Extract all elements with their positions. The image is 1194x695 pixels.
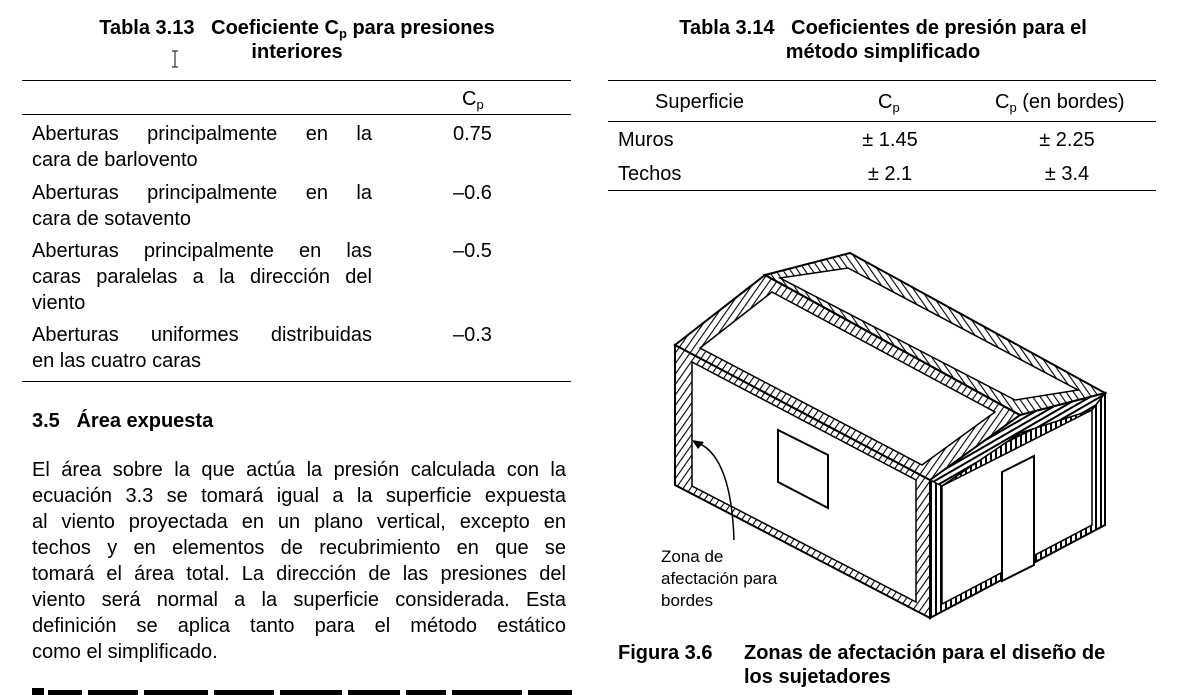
table-3-13-bottom-rule bbox=[22, 381, 571, 382]
row-cp-edges: ± 3.4 bbox=[1044, 163, 1090, 185]
section-heading: 3.5 Área expuesta bbox=[32, 410, 214, 432]
row-text-line: Aberturas uniformes distribuidas bbox=[32, 324, 372, 346]
table-3-13-title-sub: p bbox=[338, 26, 347, 41]
figure-caption-number: Figura 3.6 bbox=[618, 642, 713, 664]
row-text-line: cara de sotavento bbox=[32, 208, 191, 230]
table-3-13-title-line1 bbox=[22, 16, 572, 40]
row-surface: Techos bbox=[618, 163, 682, 185]
table-3-13-top-rule bbox=[22, 80, 571, 81]
figure-label-line: bordes bbox=[661, 591, 713, 610]
table-row bbox=[32, 180, 372, 232]
row-cp-edges: ± 2.25 bbox=[1039, 129, 1095, 151]
paragraph-line: al viento proyectada en un plano vertical, excepto en bbox=[32, 511, 566, 533]
table-3-14-top-rule bbox=[608, 80, 1156, 81]
paragraph-line: techos y en elementos de recubrimiento en que se bbox=[32, 537, 566, 559]
paragraph-line: viento será normal a la superficie considerada. Esta bbox=[32, 589, 566, 611]
table-3-14-header-rule bbox=[608, 121, 1156, 122]
paragraph-line: como el simplificado. bbox=[32, 641, 218, 663]
paragraph-line: tomará el área total. La dirección de las presiones del bbox=[32, 563, 566, 585]
table-3-14-title-line2: método simplificado bbox=[785, 41, 981, 63]
row-cp: ± 1.45 bbox=[862, 129, 918, 151]
row-value: –0.3 bbox=[453, 324, 492, 346]
table-row bbox=[32, 238, 372, 316]
header-surface: Superficie bbox=[655, 91, 744, 113]
row-text-line: viento bbox=[32, 292, 86, 314]
row-value: 0.75 bbox=[453, 123, 492, 145]
paragraph-line: El área sobre la que actúa la presión calculada con la bbox=[32, 459, 566, 481]
figure-label-line: Zona de bbox=[661, 547, 724, 566]
cp-symbol: C bbox=[995, 91, 1010, 113]
row-text-line: Aberturas principalmente en la bbox=[32, 182, 372, 204]
paragraph-line: ecuación 3.3 se tomará igual a la superficie expuesta bbox=[32, 485, 566, 507]
row-text-line: Aberturas principalmente en la bbox=[32, 123, 372, 145]
table-3-14-title bbox=[608, 16, 1158, 64]
table-row bbox=[32, 121, 372, 173]
table-3-14-bottom-rule bbox=[608, 190, 1156, 191]
cp-subscript: p bbox=[892, 100, 900, 115]
row-value: –0.5 bbox=[453, 240, 492, 262]
section-paragraph bbox=[32, 457, 566, 665]
header-cp-edges bbox=[995, 89, 1125, 115]
table-3-14-title-line1: Tabla 3.14 Coeficientes de presión para el bbox=[679, 17, 1087, 39]
header-cp bbox=[878, 89, 900, 115]
table-3-13-title bbox=[22, 16, 572, 64]
cp-symbol: C bbox=[878, 91, 893, 113]
cp-subscript: p bbox=[1009, 100, 1017, 115]
figure-label-line: afectación para bbox=[661, 569, 778, 588]
paragraph-line: definición se aplica tanto para el método estático bbox=[32, 615, 566, 637]
door bbox=[1002, 456, 1034, 581]
cp-symbol: C bbox=[462, 88, 477, 110]
row-text-line: en las cuatro caras bbox=[32, 350, 201, 372]
table-3-13-title-post: para presiones bbox=[346, 17, 495, 39]
cp-subscript: p bbox=[476, 97, 484, 112]
table-3-13-header-rule bbox=[22, 114, 571, 115]
table-row bbox=[32, 322, 372, 374]
table-3-13-number: Tabla 3.13 bbox=[99, 17, 195, 39]
edges-suffix: (en bordes) bbox=[1016, 91, 1125, 113]
table-3-13-title-pre: Coeficiente C bbox=[211, 17, 339, 39]
row-text-line: cara de barlovento bbox=[32, 149, 198, 171]
row-text-line: caras paralelas a la dirección del bbox=[32, 266, 372, 288]
row-text-line: Aberturas principalmente en las bbox=[32, 240, 372, 262]
figure-label bbox=[661, 546, 777, 612]
table-3-13-title-line2: interiores bbox=[251, 41, 343, 63]
row-value: –0.6 bbox=[453, 182, 492, 204]
table-3-13-column-header bbox=[462, 86, 484, 112]
text-cursor-icon bbox=[170, 50, 180, 68]
figure-caption-line: Zonas de afectación para el diseño de bbox=[744, 642, 1106, 664]
cut-off-text-line bbox=[32, 686, 572, 695]
row-surface: Muros bbox=[618, 129, 674, 151]
figure-caption-line: los sujetadores bbox=[744, 666, 891, 688]
row-cp: ± 2.1 bbox=[867, 163, 913, 185]
